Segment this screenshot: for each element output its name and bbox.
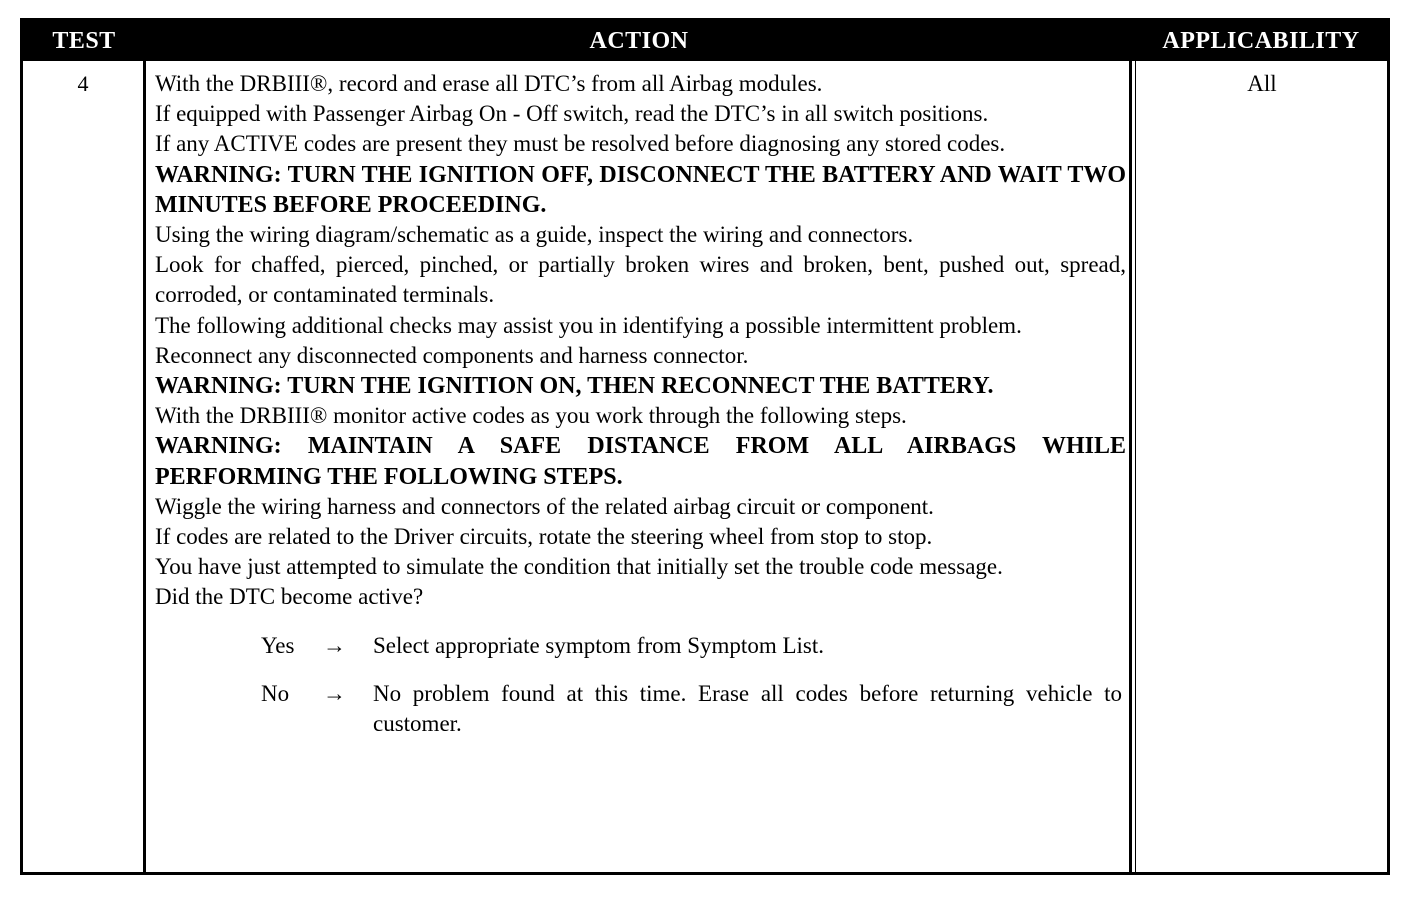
arrow-right-icon: →: [323, 632, 346, 658]
answer-text: No problem found at this time. Erase all codes before returning vehicle to customer.: [373, 680, 1122, 737]
column-divider: [1129, 61, 1132, 872]
arrow-right-icon: →: [323, 680, 346, 706]
warning-paragraph: WARNING: TURN THE IGNITION ON, THEN RECONNECT THE BATTERY.: [155, 373, 994, 400]
test-number: 4: [77, 71, 89, 96]
action-paragraph: The following additional checks may assist you in identifying a possible intermittent problem.: [155, 312, 1022, 338]
action-paragraph: If equipped with Passenger Airbag On - Off switch, read the DTC’s in all switch positions.: [155, 101, 989, 127]
action-paragraph: Reconnect any disconnected components and harness connector.: [155, 342, 749, 368]
answer-text: Select appropriate symptom from Symptom List.: [373, 632, 824, 658]
header-test: TEST: [52, 28, 116, 54]
action-paragraph: With the DRBIII®, record and erase all DTC’s from all Airbag modules.: [155, 71, 823, 96]
answer-list: [155, 631, 1126, 740]
header-action: ACTION: [589, 28, 689, 54]
table-header: [23, 21, 1387, 61]
action-paragraph: If any ACTIVE codes are present they must be resolved before diagnosing any stored codes.: [155, 131, 1006, 157]
action-paragraph: If codes are related to the Driver circuits, rotate the steering wheel from stop to stop.: [155, 524, 933, 550]
answer-label: Yes: [261, 632, 295, 658]
header-applicability: APPLICABILITY: [1162, 28, 1360, 54]
applicability-value: All: [1247, 71, 1277, 96]
answer-yes: [155, 631, 1126, 661]
column-divider: [1135, 61, 1136, 872]
action-paragraph: With the DRBIII® monitor active codes as you work through the following steps.: [155, 403, 907, 429]
column-divider: [143, 61, 146, 872]
question-paragraph: Did the DTC become active?: [155, 584, 424, 610]
action-paragraph: Using the wiring diagram/schematic as a guide, inspect the wiring and connectors.: [155, 222, 914, 248]
warning-paragraph: WARNING: MAINTAIN A SAFE DISTANCE FROM ALL AIRBAGS WHILE PERFORMING THE FOLLOWING STEPS.: [155, 433, 1126, 490]
action-paragraph: Wiggle the wiring harness and connectors of the related airbag circuit or component.: [155, 493, 934, 519]
warning-paragraph: WARNING: TURN THE IGNITION OFF, DISCONNECT THE BATTERY AND WAIT TWO MINUTES BEFORE PROCEEDING.: [155, 161, 1126, 218]
diagnostic-test-table: [20, 18, 1390, 875]
action-paragraph: You have just attempted to simulate the condition that initially set the trouble code message.: [155, 554, 1003, 580]
answer-no: [155, 679, 1126, 739]
answer-label: No: [261, 680, 290, 706]
action-paragraph: Look for chaffed, pierced, pinched, or partially broken wires and broken, bent, pushed out, spread, corroded, or contaminated terminals.: [155, 252, 1126, 308]
action-cell: [155, 69, 1126, 757]
